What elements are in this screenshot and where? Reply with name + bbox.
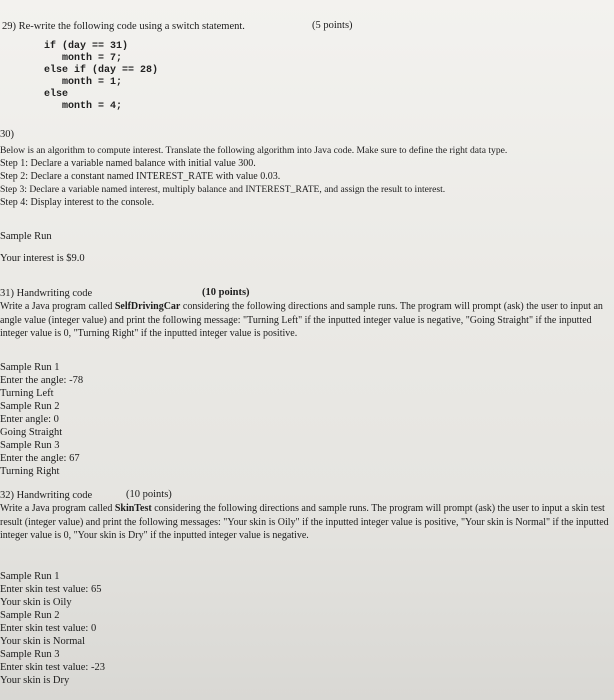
q31-run-line: Going Straight	[0, 427, 63, 438]
q30-sample-output: Your interest is $9.0	[0, 253, 85, 264]
q32-run-line: Your skin is Dry	[0, 675, 70, 686]
q30-sample-label: Sample Run	[0, 231, 52, 242]
q31-paragraph	[0, 300, 608, 341]
q29-points: (5 points)	[312, 20, 353, 31]
q29-code-line: else if (day == 28)	[44, 65, 159, 76]
q31-run-line: Enter the angle: 67	[0, 453, 80, 464]
q30-step: Step 1: Declare a variable named balance with initial value 300.	[0, 158, 256, 169]
q32-paragraph	[0, 502, 612, 543]
q31-run-line: Enter angle: 0	[0, 414, 59, 425]
q29-code-line: if (day == 31)	[44, 41, 129, 52]
q31-para-prefix: Write a Java program called	[0, 301, 115, 312]
q32-run-line: Sample Run 3	[0, 649, 60, 660]
q32-title: 32) Handwriting code	[0, 490, 93, 501]
q29-code-line: month = 4;	[62, 101, 123, 112]
q32-run-line: Enter skin test value: 0	[0, 623, 97, 634]
q30-number: 30)	[0, 129, 14, 140]
q32-run-line: Your skin is Oily	[0, 597, 72, 608]
q32-run-line: Your skin is Normal	[0, 636, 85, 647]
q29-title: 29) Re-write the following code using a switch statement.	[2, 21, 245, 32]
q31-run-line: Sample Run 1	[0, 362, 60, 373]
q31-run-line: Sample Run 2	[0, 401, 60, 412]
q30-intro: Below is an algorithm to compute interest. Translate the following algorithm into Java code. Make sure to define the right data type.	[0, 145, 508, 156]
q32-para-prefix: Write a Java program called	[0, 503, 115, 514]
q30-step: Step 3: Declare a variable named interest, multiply balance and INTEREST_RATE, and assign the result to interest.	[0, 184, 446, 195]
q31-run-line: Turning Right	[0, 466, 60, 477]
q31-title: 31) Handwriting code	[0, 288, 93, 299]
q29-code-line: month = 7;	[62, 53, 123, 64]
q32-run-line: Sample Run 1	[0, 571, 60, 582]
q31-para-rest: considering the following directions and sample runs. The program will prompt (ask) the user to input an angle value (integer value) and print the following message: "Turning Left" if the inputted integer value is negative, "Going Straight" if the inputted integer value is 0, "Turning Right" if the inputted integer value is positive.	[0, 301, 603, 339]
q31-run-line: Sample Run 3	[0, 440, 60, 451]
q31-class-name: SelfDrivingCar	[114, 301, 181, 312]
q32-class-name: SkinTest	[114, 503, 152, 514]
q31-run-line: Enter the angle: -78	[0, 375, 84, 386]
q32-para-rest: considering the following directions and sample runs. The program will prompt (ask) the user to input a skin test result (integer value) and print the following messages: "Your skin is Oily" if the inputted integer value is positive, "Your skin is Normal" if the inputted integer value is 0, "Your skin is Dry" if the inputted integer value is negative.	[0, 503, 609, 541]
q31-points: (10 points)	[202, 287, 250, 298]
q32-run-line: Enter skin test value: 65	[0, 584, 102, 595]
q31-run-line: Turning Left	[0, 388, 54, 399]
q29-code-line: month = 1;	[62, 77, 123, 88]
q29-code-line: else	[44, 89, 69, 100]
q32-run-line: Sample Run 2	[0, 610, 60, 621]
q32-points: (10 points)	[126, 489, 172, 500]
q30-step: Step 2: Declare a constant named INTEREST_RATE with value 0.03.	[0, 171, 281, 182]
q32-run-line: Enter skin test value: -23	[0, 662, 105, 673]
q30-step: Step 4: Display interest to the console.	[0, 197, 155, 208]
